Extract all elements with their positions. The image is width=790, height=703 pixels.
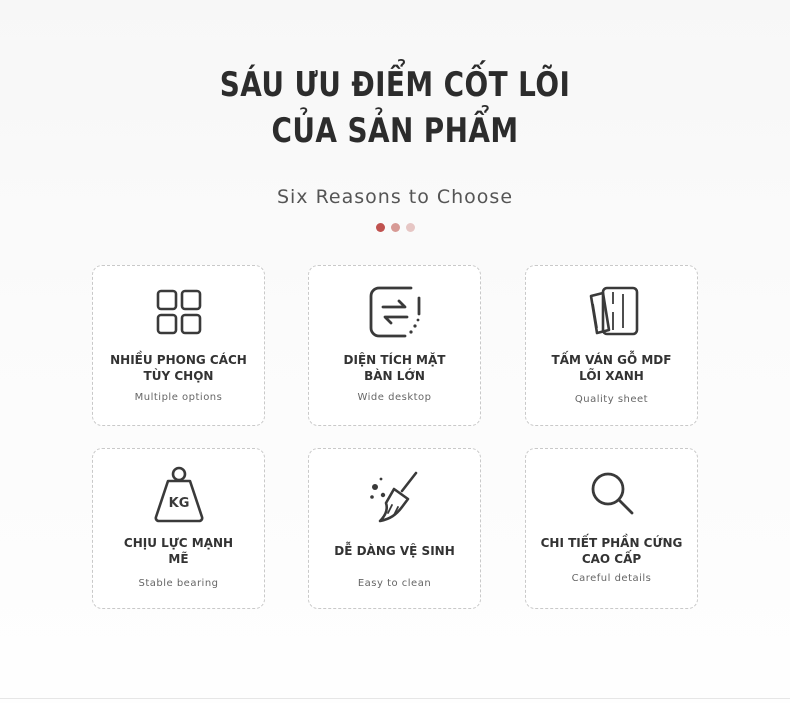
page-subtitle: Six Reasons to Choose (276, 186, 514, 208)
feature-english: Wide desktop (357, 392, 432, 403)
kg-weight-icon (93, 465, 264, 523)
swap-arrows-icon (309, 284, 480, 340)
title-line-1: SÁU ƯU ĐIỂM CỐT LÕI (219, 65, 571, 105)
feature-english: Quality sheet (574, 394, 649, 405)
feature-name: CHI TIẾT PHẦN CỨNG CAO CẤP (540, 536, 683, 566)
feature-english: Stable bearing (138, 578, 219, 589)
feature-card-easy-to-clean (308, 448, 481, 609)
feature-name: DỄ DÀNG VỆ SINH (334, 544, 455, 558)
feature-name: TẤM VÁN GỖ MDF LÕI XANH (551, 353, 672, 383)
grid-icon (93, 288, 264, 336)
magnifier-icon (526, 469, 697, 517)
bottom-divider (0, 698, 790, 699)
feature-english: Careful details (571, 573, 652, 584)
feature-name: NHIỀU PHONG CÁCH TÙY CHỌN (110, 353, 247, 383)
decorative-dots (0, 223, 790, 232)
feature-card-multiple-options (92, 265, 265, 426)
dot-1 (376, 223, 385, 232)
feature-card-stable-bearing (92, 448, 265, 609)
kg-label: KG (168, 496, 189, 511)
feature-english: Easy to clean (357, 578, 432, 589)
wood-panel-icon (526, 284, 697, 340)
feature-card-wide-desktop (308, 265, 481, 426)
feature-card-quality-sheet (525, 265, 698, 426)
dot-2 (391, 223, 400, 232)
feature-name: CHỊU LỰC MẠNH MẼ (123, 536, 234, 566)
page-title (71, 62, 719, 154)
dot-3 (406, 223, 415, 232)
feature-name: DIỆN TÍCH MẶT BÀN LỚN (343, 353, 446, 383)
feature-card-careful-details (525, 448, 698, 609)
title-line-2: CỦA SẢN PHẨM (271, 111, 519, 151)
broom-icon (309, 467, 480, 523)
feature-english: Multiple options (134, 392, 223, 403)
